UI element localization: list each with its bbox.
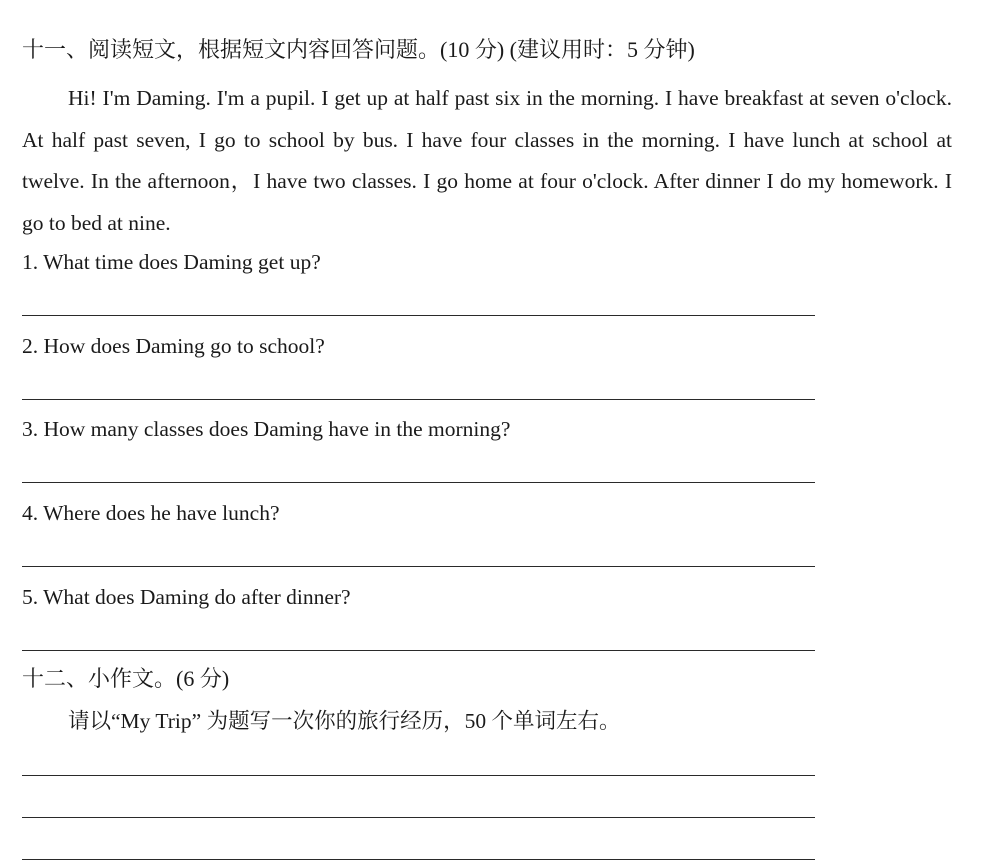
answer-line-3[interactable] xyxy=(22,482,815,483)
question-5: 5. What does Daming do after dinner? xyxy=(22,585,351,609)
answer-line-5[interactable] xyxy=(22,650,815,651)
writing-line-2[interactable] xyxy=(22,817,815,818)
section-11-heading: 十一、阅读短文，根据短文内容回答问题。(10 分) (建议用时：5 分钟) xyxy=(22,37,695,62)
answer-line-1[interactable] xyxy=(22,315,815,316)
question-4: 4. Where does he have lunch? xyxy=(22,501,280,525)
reading-passage: Hi! I'm Daming. I'm a pupil. I get up at half past six in the morning. I have breakfast at seven o'clock. At half past seven, I go to school by bus. I have four classes in the morning. I have lunch at school at twelve. In the afternoon，I have two classes. I go home at four o'clock. After dinner I do my homework. I go to bed at nine. xyxy=(22,86,952,235)
answer-line-2[interactable] xyxy=(22,399,815,400)
answer-line-4[interactable] xyxy=(22,566,815,567)
question-1: 1. What time does Daming get up? xyxy=(22,250,321,274)
question-2: 2. How does Daming go to school? xyxy=(22,334,325,358)
writing-line-3[interactable] xyxy=(22,859,815,860)
section-12-heading: 十二、小作文。(6 分) xyxy=(22,666,230,691)
writing-line-1[interactable] xyxy=(22,775,815,776)
question-3: 3. How many classes does Daming have in the morning? xyxy=(22,417,511,441)
writing-prompt: 请以“My Trip” 为题写一次你的旅行经历，50 个单词左右。 xyxy=(68,709,621,733)
